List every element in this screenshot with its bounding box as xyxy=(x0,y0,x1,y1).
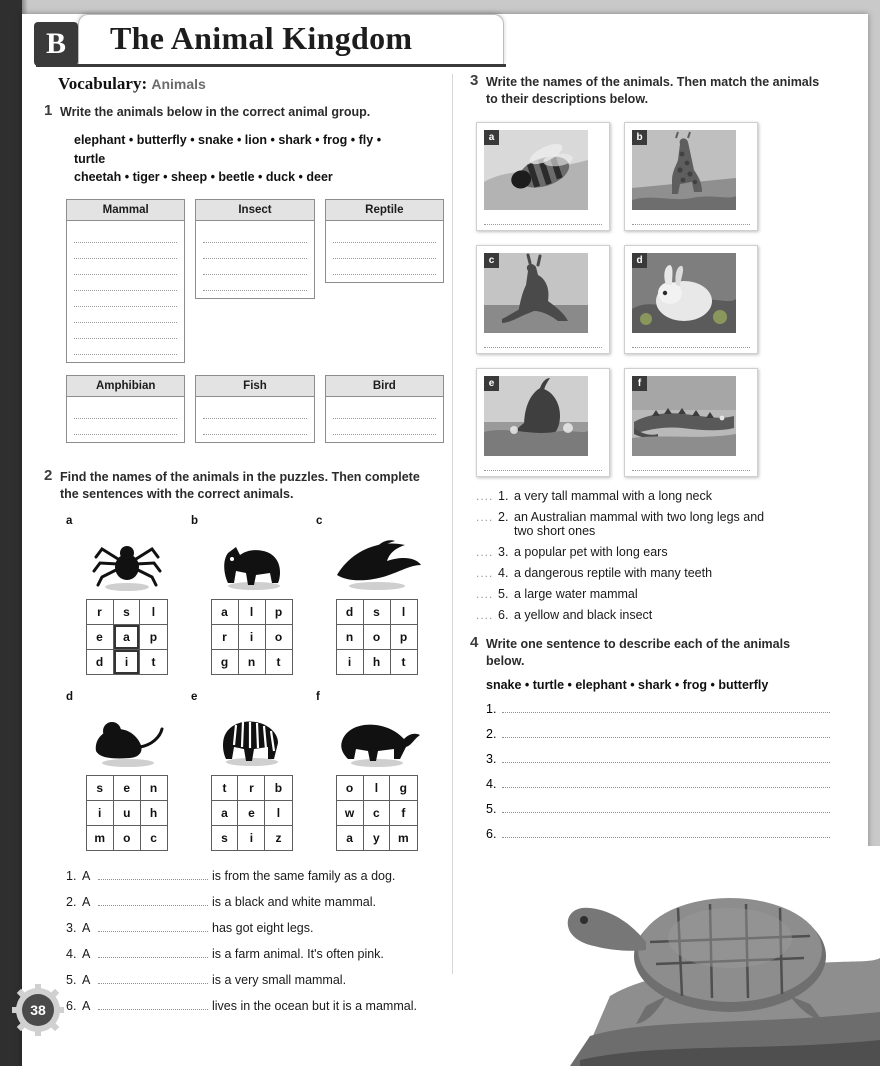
description-text: a dangerous reptile with many teeth xyxy=(514,565,713,580)
sentence-text: is a black and white mammal. xyxy=(212,894,376,909)
grid-cell[interactable]: t xyxy=(265,649,292,674)
wordlist-line-1: elephant • butterfly • snake • lion • shark • frog • fly • turtle xyxy=(74,132,382,166)
puzzle-c xyxy=(314,515,439,675)
grid-cell[interactable]: l xyxy=(265,800,292,825)
grid-cell[interactable]: s xyxy=(113,599,140,624)
grid-cell[interactable]: o xyxy=(336,775,363,800)
grid-cell[interactable]: f xyxy=(390,800,417,825)
category-box-fish[interactable] xyxy=(195,375,314,443)
exercise-3-number: 3 xyxy=(470,72,479,89)
match-blank[interactable]: .... xyxy=(476,509,494,524)
puzzle-d xyxy=(64,691,189,851)
grid-cell-highlighted[interactable]: i xyxy=(113,649,140,674)
grid-cell[interactable]: t xyxy=(211,775,238,800)
write-line[interactable] xyxy=(203,227,306,243)
write-line[interactable] xyxy=(74,259,177,275)
puzzle-grid-f[interactable] xyxy=(336,775,418,851)
answer-line-row xyxy=(486,825,830,841)
answer-number: 4. xyxy=(486,776,497,791)
category-write-area[interactable] xyxy=(196,397,313,442)
answer-write-line[interactable] xyxy=(502,700,830,713)
sentence-number: 4. xyxy=(66,946,77,961)
description-text: a popular pet with long ears xyxy=(514,544,668,559)
grid-cell[interactable]: t xyxy=(140,649,167,674)
vocabulary-heading xyxy=(58,74,444,94)
match-blank[interactable]: .... xyxy=(476,586,494,601)
exercise-3 xyxy=(470,74,830,108)
grid-cell[interactable]: y xyxy=(363,825,390,850)
crocodile-photo xyxy=(632,376,736,456)
category-box-insect[interactable] xyxy=(195,199,314,299)
grid-cell[interactable]: a xyxy=(336,825,363,850)
category-title: Mammal xyxy=(67,200,184,221)
column-divider xyxy=(452,74,453,974)
write-line[interactable] xyxy=(203,243,306,259)
grid-cell[interactable]: o xyxy=(265,624,292,649)
pig-silhouette xyxy=(189,527,314,593)
sentence-text: is a very small mammal. xyxy=(212,972,347,987)
description-item xyxy=(476,545,830,559)
answer-number: 1. xyxy=(486,701,497,716)
grid-cell[interactable]: p xyxy=(265,599,292,624)
page-title: The Animal Kingdom xyxy=(110,20,413,56)
grid-cell[interactable]: i xyxy=(238,624,265,649)
exercise-1-wordlist xyxy=(74,131,404,187)
exercise-4 xyxy=(470,633,830,670)
grid-cell[interactable]: n xyxy=(238,649,265,674)
puzzle-label: d xyxy=(66,690,74,703)
sentence-article: A xyxy=(82,894,91,909)
photo-answer-line[interactable] xyxy=(632,462,750,471)
puzzle-e xyxy=(189,691,314,851)
description-item xyxy=(476,566,830,580)
grid-cell[interactable]: p xyxy=(390,624,417,649)
grid-cell[interactable]: l xyxy=(363,775,390,800)
turtle-photo xyxy=(460,846,880,1066)
grid-cell[interactable]: a xyxy=(211,800,238,825)
puzzle-grid-a[interactable] xyxy=(86,599,168,675)
puzzle-row-1 xyxy=(64,515,444,675)
write-line[interactable] xyxy=(74,419,177,435)
sentence-item xyxy=(66,919,444,935)
write-line[interactable] xyxy=(74,403,177,419)
sentence-item xyxy=(66,893,444,909)
description-item xyxy=(476,587,830,601)
exercise-2-instruction-line-1: Find the names of the animals in the puzzles. Then complete xyxy=(60,470,420,485)
exercise-1-number: 1 xyxy=(44,102,53,119)
category-write-area[interactable] xyxy=(196,221,313,298)
sentence-number: 2. xyxy=(66,894,77,909)
sentence-article: A xyxy=(82,920,91,935)
sentence-text: is a farm animal. It's often pink. xyxy=(212,946,384,961)
left-gutter xyxy=(0,0,22,1066)
rabbit-photo xyxy=(632,253,736,333)
boar-silhouette xyxy=(314,703,439,769)
description-item xyxy=(476,510,830,538)
puzzle-label: b xyxy=(191,514,199,527)
category-title: Amphibian xyxy=(67,376,184,397)
category-write-area[interactable] xyxy=(67,221,184,362)
sentence-blank[interactable] xyxy=(98,893,208,906)
match-blank[interactable]: .... xyxy=(476,488,494,503)
write-line[interactable] xyxy=(203,259,306,275)
puzzle-label: a xyxy=(66,514,73,527)
puzzle-b xyxy=(189,515,314,675)
exercise-4-wordlist: snake • turtle • elephant • shark • frog • butterfly xyxy=(486,677,769,692)
answer-write-line[interactable] xyxy=(502,800,830,813)
category-row-2 xyxy=(66,375,444,443)
grid-cell[interactable]: o xyxy=(363,624,390,649)
puzzle-label: c xyxy=(316,514,323,527)
category-box-reptile[interactable] xyxy=(325,199,444,283)
write-line[interactable] xyxy=(74,243,177,259)
write-line[interactable] xyxy=(74,291,177,307)
grid-cell[interactable]: n xyxy=(336,624,363,649)
grid-cell[interactable]: r xyxy=(86,599,113,624)
grid-cell[interactable]: g xyxy=(390,775,417,800)
grid-cell[interactable]: c xyxy=(363,800,390,825)
description-number: 6. xyxy=(498,607,509,622)
category-box-mammal[interactable] xyxy=(66,199,185,363)
photo-card-f xyxy=(624,368,758,477)
grid-cell[interactable]: u xyxy=(113,800,140,825)
write-line[interactable] xyxy=(74,307,177,323)
grid-cell[interactable]: l xyxy=(390,599,417,624)
category-title: Fish xyxy=(196,376,313,397)
write-line[interactable] xyxy=(203,275,306,291)
vocabulary-topic: Animals xyxy=(151,76,206,92)
exercise-4-answer-lines xyxy=(486,700,830,841)
grid-cell-highlighted[interactable]: a xyxy=(113,624,140,649)
grid-cell[interactable]: w xyxy=(336,800,363,825)
exercise-2-number: 2 xyxy=(44,467,53,485)
answer-write-line[interactable] xyxy=(502,750,830,763)
photo-grid xyxy=(476,122,830,477)
answer-line-row xyxy=(486,800,830,816)
photo-tag: d xyxy=(632,253,647,268)
write-line[interactable] xyxy=(333,259,436,275)
grid-cell[interactable]: i xyxy=(238,825,265,850)
write-line[interactable] xyxy=(74,227,177,243)
answer-number: 2. xyxy=(486,726,497,741)
description-item xyxy=(476,489,830,503)
grid-cell[interactable]: r xyxy=(211,624,238,649)
answer-write-line[interactable] xyxy=(502,725,830,738)
sentence-blank[interactable] xyxy=(98,919,208,932)
write-line[interactable] xyxy=(74,339,177,355)
exercise-2-instruction xyxy=(60,469,444,503)
grid-cell[interactable]: e xyxy=(238,800,265,825)
grid-cell[interactable]: r xyxy=(238,775,265,800)
answer-line-row xyxy=(486,750,830,766)
exercise-1-instruction: Write the animals below in the correct animal group. xyxy=(60,105,371,119)
sentence-blank[interactable] xyxy=(98,945,208,958)
write-line[interactable] xyxy=(333,403,436,419)
sentence-article: A xyxy=(82,998,91,1013)
description-list xyxy=(476,489,830,622)
answer-write-line[interactable] xyxy=(502,825,830,838)
photo-card-c xyxy=(476,245,610,354)
photo-answer-line[interactable] xyxy=(632,216,750,225)
category-box-amphibian[interactable] xyxy=(66,375,185,443)
write-line[interactable] xyxy=(333,419,436,435)
description-number: 3. xyxy=(498,544,509,559)
description-number: 5. xyxy=(498,586,509,601)
grid-cell[interactable]: s xyxy=(86,775,113,800)
write-line[interactable] xyxy=(333,243,436,259)
photo-card-e xyxy=(476,368,610,477)
spider-silhouette xyxy=(64,527,189,593)
left-column xyxy=(44,74,444,1023)
sentence-number: 1. xyxy=(66,868,77,883)
exercise-1 xyxy=(44,104,444,121)
photo-tag: b xyxy=(632,130,647,145)
sentence-number: 5. xyxy=(66,972,77,987)
description-text: an Australian mammal with two long legs and two short ones xyxy=(514,509,765,538)
puzzle-row-2 xyxy=(64,691,444,851)
exercise-4-instruction: Write one sentence to describe each of the animals below. xyxy=(486,636,791,668)
sentence-text: lives in the ocean but it is a mammal. xyxy=(212,998,417,1013)
sentence-item xyxy=(66,997,444,1013)
right-column xyxy=(470,74,830,850)
exercise-3-instruction-line-2: to their descriptions below. xyxy=(486,91,649,106)
puzzle-f xyxy=(314,691,439,851)
grid-cell[interactable]: a xyxy=(211,599,238,624)
grid-cell[interactable]: e xyxy=(113,775,140,800)
category-write-area[interactable] xyxy=(326,397,443,442)
photo-tag: a xyxy=(484,130,499,145)
write-line[interactable] xyxy=(74,275,177,291)
sentence-item xyxy=(66,971,444,987)
match-blank[interactable]: .... xyxy=(476,544,494,559)
grid-cell[interactable]: g xyxy=(211,649,238,674)
giraffe-photo xyxy=(632,130,736,210)
category-box-bird[interactable] xyxy=(325,375,444,443)
description-text: a large water mammal xyxy=(514,586,638,601)
sentence-item xyxy=(66,867,444,883)
grid-cell[interactable]: e xyxy=(86,624,113,649)
photo-tag: e xyxy=(484,376,499,391)
sentence-number: 6. xyxy=(66,998,77,1013)
category-write-area[interactable] xyxy=(326,221,443,282)
photo-card-a xyxy=(476,122,610,231)
sentence-blank[interactable] xyxy=(98,997,208,1010)
write-line[interactable] xyxy=(203,403,306,419)
unit-badge: B xyxy=(34,22,78,66)
answer-number: 3. xyxy=(486,751,497,766)
wordlist-line-2: cheetah • tiger • sheep • beetle • duck • deer xyxy=(74,170,333,185)
answer-line-row xyxy=(486,725,830,741)
answer-number: 5. xyxy=(486,801,497,816)
puzzle-label: e xyxy=(191,690,198,703)
grid-cell[interactable]: i xyxy=(336,649,363,674)
grid-cell[interactable]: o xyxy=(113,825,140,850)
grid-cell[interactable]: z xyxy=(265,825,292,850)
grid-cell[interactable]: l xyxy=(238,599,265,624)
description-text: a yellow and black insect xyxy=(514,607,653,622)
vocabulary-label: Vocabulary: xyxy=(58,74,148,93)
puzzle-label: f xyxy=(316,690,320,703)
grid-cell[interactable]: h xyxy=(140,800,167,825)
description-text: a very tall mammal with a long neck xyxy=(514,488,712,503)
photo-answer-line[interactable] xyxy=(632,339,750,348)
grid-cell[interactable]: m xyxy=(390,825,417,850)
answer-write-line[interactable] xyxy=(502,775,830,788)
sentence-text: has got eight legs. xyxy=(212,920,314,935)
sentence-article: A xyxy=(82,868,91,883)
sentence-article: A xyxy=(82,972,91,987)
kangaroo-photo xyxy=(484,253,588,333)
match-blank[interactable]: .... xyxy=(476,565,494,580)
sentence-item xyxy=(66,945,444,961)
grid-cell[interactable]: b xyxy=(265,775,292,800)
exercise-2 xyxy=(44,469,444,503)
puzzle-grid-e[interactable] xyxy=(211,775,293,851)
category-title: Reptile xyxy=(326,200,443,221)
category-write-area[interactable] xyxy=(67,397,184,442)
description-number: 1. xyxy=(498,488,509,503)
grid-cell[interactable]: m xyxy=(86,825,113,850)
category-title: Insect xyxy=(196,200,313,221)
photo-answer-line[interactable] xyxy=(484,462,602,471)
description-number: 4. xyxy=(498,565,509,580)
sentence-blank[interactable] xyxy=(98,867,208,880)
exercise-4-number: 4 xyxy=(470,633,479,651)
sentence-text: is from the same family as a dog. xyxy=(212,868,396,883)
write-line[interactable] xyxy=(203,419,306,435)
sentence-blank[interactable] xyxy=(98,971,208,984)
match-blank[interactable]: .... xyxy=(476,607,494,622)
photo-tag: f xyxy=(632,376,647,391)
zebra-silhouette xyxy=(189,703,314,769)
category-title: Bird xyxy=(326,376,443,397)
description-number: 2. xyxy=(498,509,509,524)
puzzle-grid-c[interactable] xyxy=(336,599,418,675)
description-item xyxy=(476,608,830,622)
photo-answer-line[interactable] xyxy=(484,216,602,225)
answer-line-row xyxy=(486,700,830,716)
photo-card-b xyxy=(624,122,758,231)
write-line[interactable] xyxy=(74,323,177,339)
exercise-3-instruction xyxy=(486,74,830,108)
grid-cell[interactable]: i xyxy=(86,800,113,825)
sentence-article: A xyxy=(82,946,91,961)
grid-cell[interactable]: s xyxy=(363,599,390,624)
exercise-3-instruction-line-1: Write the names of the animals. Then match the animals xyxy=(486,75,820,89)
grid-cell[interactable]: l xyxy=(140,599,167,624)
bee-photo xyxy=(484,130,588,210)
dolphin-silhouette xyxy=(314,527,439,593)
mouse-silhouette xyxy=(64,703,189,769)
page-number: 38 xyxy=(30,1002,46,1018)
grid-cell[interactable]: d xyxy=(336,599,363,624)
photo-card-d xyxy=(624,245,758,354)
answer-number: 6. xyxy=(486,826,497,841)
exercise-2-instruction-line-2: the sentences with the correct animals. xyxy=(60,487,294,501)
puzzle-grid-b[interactable] xyxy=(211,599,293,675)
title-underline xyxy=(36,64,506,67)
grid-cell[interactable]: d xyxy=(86,649,113,674)
puzzle-a xyxy=(64,515,189,675)
whale-photo xyxy=(484,376,588,456)
sentence-number: 3. xyxy=(66,920,77,935)
grid-cell[interactable]: s xyxy=(211,825,238,850)
puzzle-grid-d[interactable] xyxy=(86,775,168,851)
grid-cell[interactable]: h xyxy=(363,649,390,674)
photo-answer-line[interactable] xyxy=(484,339,602,348)
grid-cell[interactable]: t xyxy=(390,649,417,674)
exercise-2-sentences xyxy=(66,867,444,1013)
category-row-1 xyxy=(66,199,444,363)
photo-tag: c xyxy=(484,253,499,268)
grid-cell[interactable]: p xyxy=(140,624,167,649)
grid-cell[interactable]: n xyxy=(140,775,167,800)
write-line[interactable] xyxy=(333,227,436,243)
grid-cell[interactable]: c xyxy=(140,825,167,850)
answer-line-row xyxy=(486,775,830,791)
